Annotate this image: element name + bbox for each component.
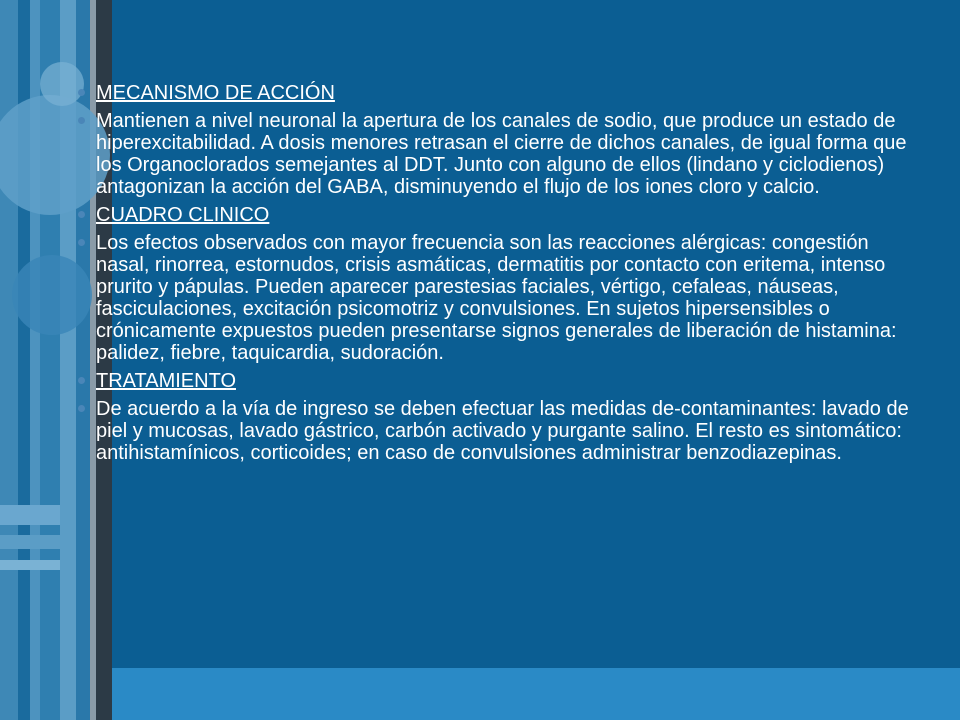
body-tratamiento: De acuerdo a la vía de ingreso se deben efectuar las medidas de-contaminantes: lavado de piel y mucosas, lavado gástrico, carbón activado y purgante salino. El resto es sintomático: antihistamínicos, corticoides; en caso de convulsiones administrar benzodiazepinas. — [96, 398, 909, 464]
bullet-dot — [78, 211, 85, 218]
bullet-dot — [78, 239, 85, 246]
body-cuadro-clinico: Los efectos observados con mayor frecuencia son las reacciones alérgicas: congestión nasal, rinorrea, estornudos, crisis asmáticas, dermatitis por contacto con eritema, intenso prurito y pápulas. Pueden aparecer parestesias faciales, vértigo, cefaleas, náuseas, fasciculaciones, excitación psicomotriz y convulsiones. En sujetos hipersensibles o crónicamente expuestos pueden presentarse signos generales de liberación de histamina: palidez, fiebre, taquicardia, sudoración. — [96, 232, 897, 364]
bullet-dot — [78, 377, 85, 384]
decorative-bottom-band — [112, 668, 960, 720]
section-heading — [78, 204, 918, 226]
section-body — [78, 232, 918, 364]
heading-mecanismo: MECANISMO DE ACCIÓN — [96, 82, 335, 104]
bullet-dot — [78, 405, 85, 412]
bullet-dot — [78, 117, 85, 124]
section-body — [78, 398, 918, 464]
slide-content — [78, 82, 918, 470]
heading-tratamiento: TRATAMIENTO — [96, 370, 236, 392]
section-heading — [78, 370, 918, 392]
body-mecanismo: Mantienen a nivel neuronal la apertura de los canales de sodio, que produce un estado de hiperexcitabilidad. A dosis menores retrasan el cierre de dichos canales, de igual forma que los Organoclorados semejantes al DDT. Junto con alguno de ellos (lindano y ciclodienos) antagonizan la acción del GABA, disminuyendo el flujo de los iones cloro y calcio. — [96, 110, 907, 198]
bullet-dot — [78, 89, 85, 96]
section-body — [78, 110, 918, 198]
decorative-block — [0, 505, 60, 525]
decorative-block — [0, 560, 60, 570]
section-heading — [78, 82, 918, 104]
decorative-block — [0, 535, 60, 549]
heading-cuadro-clinico: CUADRO CLINICO — [96, 204, 270, 226]
